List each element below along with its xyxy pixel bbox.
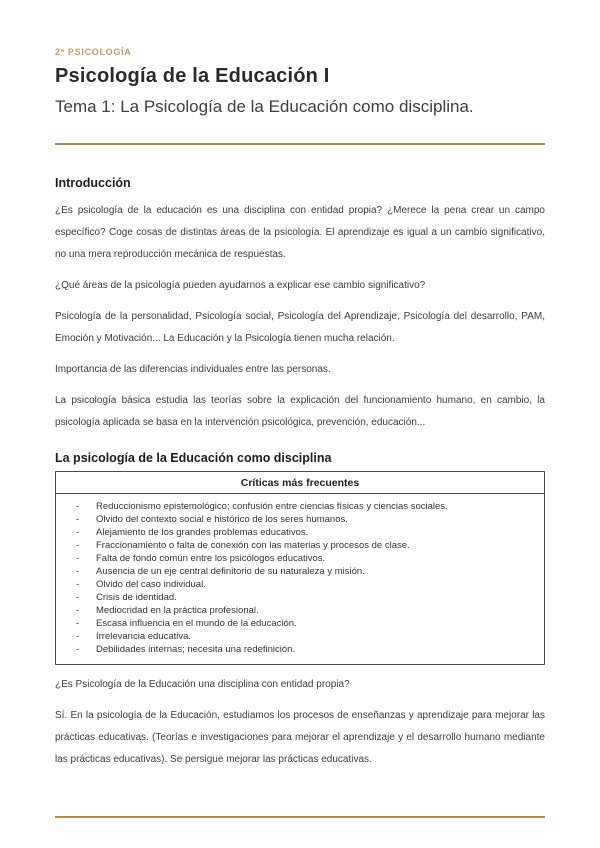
dash-bullet: - [76,553,80,564]
disciplina-paragraph-1: ¿Es Psicología de la Educación una disciplina con entidad propia? [55,679,350,690]
criticas-list-item [76,591,534,604]
header-divider [55,143,545,145]
criticas-list-item [76,604,534,617]
criticas-list-item [76,526,534,539]
criticas-list-item [76,513,534,526]
criticas-list-item [76,643,534,656]
intro-paragraph-1: ¿Es psicología de la educación es una disciplina con entidad propia? ¿Merece la pena crear un campo específico? Coge cosas de distintas áreas de la psicología. El aprendizaje es igual a un cambio significativo, no una mera reproducción mecánica de respuestas. [55,205,545,260]
dash-bullet: - [76,566,80,577]
criticas-list [56,500,544,656]
dash-bullet: - [76,618,80,629]
page-subtitle: Tema 1: La Psicología de la Educación como disciplina. [55,97,474,116]
footer-divider [55,816,545,818]
intro-paragraph-3: Psicología de la personalidad, Psicología social, Psicología del Aprendizaje, Psicología del desarrollo, PAM, Emoción y Motivación... La Educación y la Psicología tienen mucha relación. [55,311,545,344]
criticas-list-item [76,552,534,565]
criticas-list-item [76,500,534,513]
criticas-item-text: Falta de fondo común entre los psicólogos educativos. [96,553,326,564]
criticas-list-item [76,617,534,630]
criticas-item-text: Reduccionismo epistemológico; confusión entre ciencias físicas y ciencias sociales. [96,501,448,512]
dash-bullet: - [76,644,80,655]
criticas-item-text: Crisis de identidad. [96,592,177,603]
course-label: 2ª PSICOLOGÍA [55,47,132,57]
criticas-list-item [76,539,534,552]
criticas-list-item [76,630,534,643]
dash-bullet: - [76,501,80,512]
page-title: Psicología de la Educación I [55,65,330,87]
dash-bullet: - [76,579,80,590]
section-heading-introduccion: Introducción [55,176,131,190]
dash-bullet: - [76,527,80,538]
dash-bullet: - [76,540,80,551]
criticas-table [55,471,545,665]
criticas-item-text: Escasa influencia en el mundo de la educación. [96,618,297,629]
dash-bullet: - [76,592,80,603]
disciplina-paragraph-2: Sí. En la psicología de la Educación, estudiamos los procesos de enseñanzas y aprendizaje para mejorar las prácticas educativas. (Teorías e investigaciones para mejorar el aprendizaje y el desarrollo humano mediante las prácticas educativas). Se persigue mejorar las prácticas educativas. [55,710,545,765]
criticas-item-text: Debilidades internas; necesita una redefinición. [96,644,296,655]
dash-bullet: - [76,514,80,525]
criticas-item-text: Irrelevancia educativa. [96,631,192,642]
intro-paragraph-5: La psicología básica estudia las teorías sobre la explicación del funcionamiento humano, en cambio, la psicología aplicada se basa en la intervención psicológica, prevención, educación... [55,395,545,428]
criticas-list-item [76,565,534,578]
criticas-item-text: Alejamiento de los grandes problemas educativos. [96,527,309,538]
criticas-list-item [76,578,534,591]
dash-bullet: - [76,631,80,642]
criticas-item-text: Fraccionamiento o falta de conexión con las materias y procesos de clase. [96,540,410,551]
intro-paragraph-2: ¿Qué áreas de la psicología pueden ayudarnos a explicar ese cambio significativo? [55,280,426,291]
section-heading-disciplina: La psicología de la Educación como disciplina [55,451,332,465]
criticas-item-text: Ausencia de un eje central definitorio de su naturaleza y misión. [96,566,365,577]
dash-bullet: - [76,605,80,616]
criticas-table-header: Críticas más frecuentes [56,472,544,494]
criticas-item-text: Olvido del contexto social e histórico de los seres humanos. [96,514,348,525]
criticas-item-text: Olvido del caso individual. [96,579,206,590]
intro-paragraph-4: Importancia de las diferencias individuales entre las personas. [55,364,331,375]
criticas-item-text: Mediocridad en la práctica profesional. [96,605,259,616]
